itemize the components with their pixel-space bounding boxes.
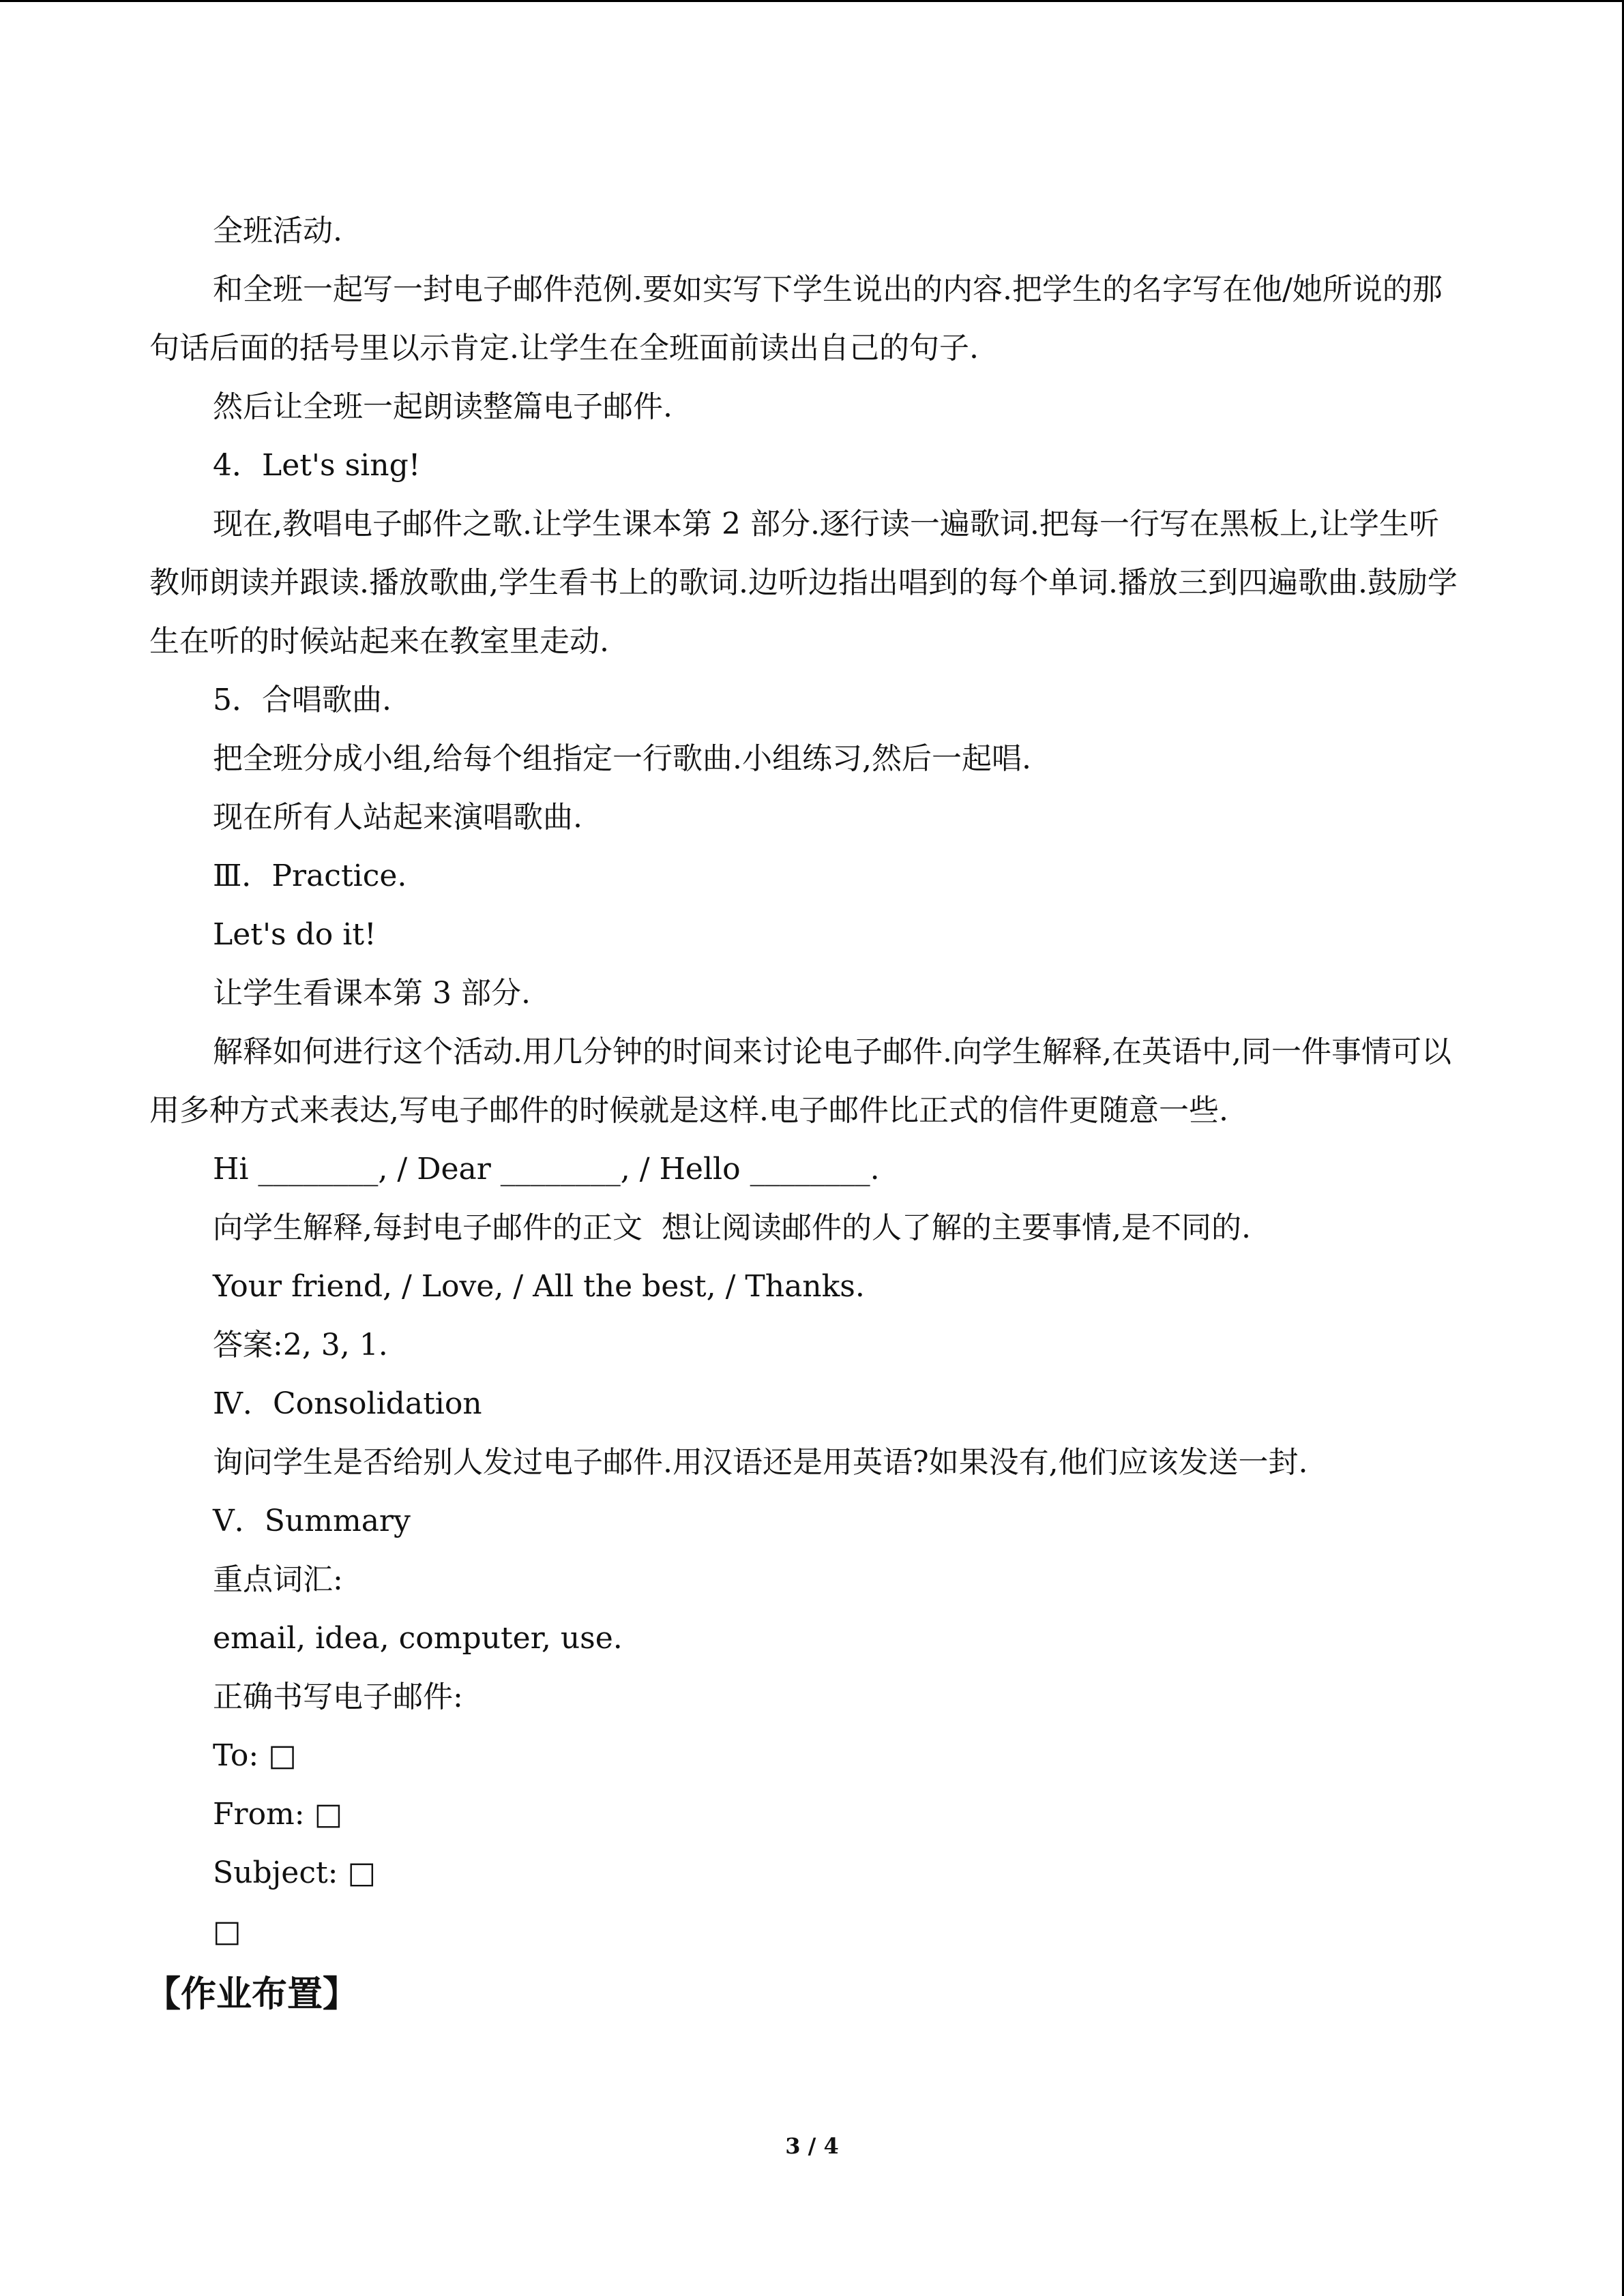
page-border-top [0,0,1624,2]
paragraph: Hi ________, / Dear ________, / Hello ________. [213,1152,880,1187]
section-label-summary: Ⅴ．Summary [213,1504,411,1538]
document-body [145,202,1466,2025]
paragraph: 解释如何进行这个活动.用几分钟的时间来讨论电子邮件.向学生解释,在英语中,同一件事情可以用多种方式来表达,写电子邮件的时候就是这样.电子邮件比正式的信件更随意一些. [149,1034,1451,1128]
email-field-from: From: □ [213,1797,343,1832]
paragraph: 现在,教唱电子邮件之歌.让学生课本第 2 部分.逐行读一遍歌词.把每一行写在黑板上,让学生听教师朗读并跟读.播放歌曲,学生看书上的歌词.边听边指出唱到的每个单词.播放三到四遍歌曲.鼓励学生在听的时候站起来在教室里走动. [149,507,1458,659]
paragraph: 全班活动. [213,213,342,248]
paragraph: 然后让全班一起朗读整篇电子邮件. [213,389,673,424]
paragraph: 把全班分成小组,给每个组指定一行歌曲.小组练习,然后一起唱. [213,741,1031,776]
section-heading-homework: 【作业布置】 [145,1974,359,2015]
page-number: 3 / 4 [785,2133,839,2159]
paragraph: Let's do it! [213,917,377,952]
paragraph: 现在所有人站起来演唱歌曲. [213,800,582,835]
paragraph: 4．Let's sing! [213,448,421,483]
paragraph: 让学生看课本第 3 部分. [213,976,531,1011]
section-label-consolidation: Ⅳ．Consolidation [213,1386,482,1421]
paragraph: 正确书写电子邮件: [213,1680,463,1714]
email-field-body: □ [213,1914,241,1949]
paragraph: 重点词汇: [213,1562,343,1597]
section-label-practice: Ⅲ．Practice. [213,859,407,893]
paragraph: 5．合唱歌曲. [213,683,392,717]
paragraph: 和全班一起写一封电子邮件范例.要如实写下学生说出的内容.把学生的名字写在他/她所说的那句话后面的括号里以示肯定.让学生在全班面前读出自己的句子. [149,272,1443,366]
paragraph: Your friend, / Love, / All the best, / Thanks. [213,1269,865,1304]
email-field-to: To: □ [213,1738,297,1773]
paragraph: 答案:2, 3, 1. [213,1328,388,1362]
email-field-subject: Subject: □ [213,1855,377,1890]
paragraph: 向学生解释,每封电子邮件的正文 想让阅读邮件的人了解的主要事情,是不同的. [213,1210,1251,1245]
paragraph: 询问学生是否给别人发过电子邮件.用汉语还是用英语?如果没有,他们应该发送一封. [213,1445,1308,1480]
paragraph: email, idea, computer, use. [213,1621,623,1656]
